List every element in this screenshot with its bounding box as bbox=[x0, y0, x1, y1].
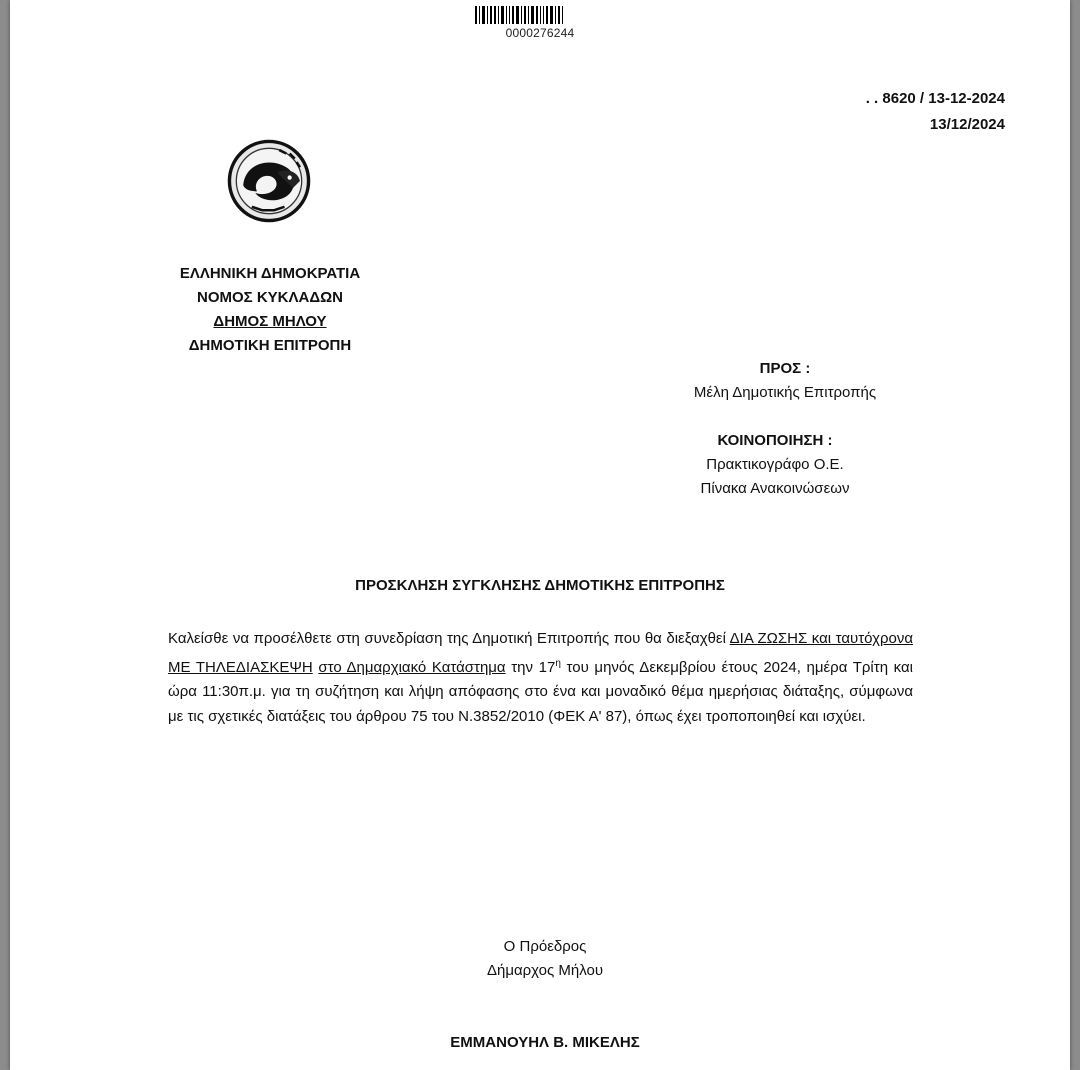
header-prefecture: ΝΟΜΟΣ ΚΥΚΛΑΔΩΝ bbox=[197, 289, 343, 306]
document-page bbox=[10, 0, 1070, 1070]
body-mode: ΔΙΑ ΖΩΣΗΣ και ταυτόχρονα ΜΕ ΤΗΛΕΔΙΑΣΚΕΨΗ bbox=[168, 630, 913, 676]
barcode-bar bbox=[512, 6, 514, 24]
barcode-bar bbox=[482, 6, 485, 24]
barcode-bar bbox=[501, 6, 504, 24]
cc-label: ΚΟΙΝΟΠΟΙΗΣΗ : bbox=[717, 432, 833, 449]
barcode-bar bbox=[490, 6, 492, 24]
barcode-bar bbox=[516, 6, 519, 24]
invitation-body bbox=[168, 627, 913, 729]
header-municipality: ΔΗΜΟΣ ΜΗΛΟΥ bbox=[213, 313, 327, 330]
barcode-bar bbox=[531, 6, 534, 24]
body-superscript: η bbox=[555, 657, 561, 669]
barcode-bar bbox=[509, 6, 510, 24]
body-location: στο Δημαρχιακό Κατάστημα bbox=[318, 658, 506, 676]
barcode-bar bbox=[528, 6, 529, 24]
barcode-bar bbox=[494, 6, 496, 24]
signature-name: ΕΜΜΑΝΟΥΗΛ Β. ΜΙΚΕΛΗΣ bbox=[450, 1034, 640, 1051]
municipality-seal-icon bbox=[226, 138, 312, 224]
barcode-bar bbox=[555, 6, 556, 24]
to-recipient: Μέλη Δημοτικής Επιτροπής bbox=[693, 384, 877, 401]
protocol-number: . . 8620 / 13-12-2024 bbox=[865, 90, 1005, 107]
barcode-bar bbox=[487, 6, 488, 24]
signature-role: Ο Πρόεδρος bbox=[503, 938, 587, 955]
barcode bbox=[475, 6, 565, 24]
barcode-bar bbox=[562, 6, 563, 24]
header-republic: ΕΛΛΗΝΙΚΗ ΔΗΜΟΚΡΑΤΙΑ bbox=[179, 265, 361, 282]
body-text-2: την 17 bbox=[505, 658, 556, 676]
barcode-bar bbox=[521, 6, 522, 24]
barcode-number: 0000276244 bbox=[505, 26, 575, 40]
barcode-bar bbox=[479, 6, 480, 24]
body-text-1: Καλείσθε να προσέλθετε στη συνεδρίαση της Δημοτική Επιτροπής που θα διεξαχθεί bbox=[168, 630, 730, 647]
header-committee: ΔΗΜΟΤΙΚΗ ΕΠΙΤΡΟΠΗ bbox=[188, 337, 352, 354]
barcode-bar bbox=[540, 6, 541, 24]
body-text-3: του μηνός Δεκεμβρίου έτους 2024, ημέρα Τρίτη και ώρα 11:30π.μ. για τη συζήτηση και λήψη απόφασης στο ένα και μοναδικό θέμα ημερήσιας διάταξης, σύμφωνα με τις σχετικές διατάξεις του άρθρου 75 του Ν.3852/2010 (ΦΕΚ Α' 87), όπως έχει τροποποιηθεί και ισχύει. bbox=[168, 658, 913, 725]
cc-recipient-1: Πρακτικογράφο Ο.Ε. bbox=[706, 456, 844, 473]
signature-title: Δήμαρχος Μήλου bbox=[486, 962, 604, 979]
barcode-bar bbox=[475, 6, 477, 24]
document-date: 13/12/2024 bbox=[929, 116, 1005, 133]
barcode-bar bbox=[558, 6, 560, 24]
to-label: ΠΡΟΣ : bbox=[759, 360, 811, 377]
document-title: ΠΡΟΣΚΛΗΣΗ ΣΥΓΚΛΗΣΗΣ ΔΗΜΟΤΙΚΗΣ ΕΠΙΤΡΟΠΗΣ bbox=[355, 577, 725, 594]
barcode-bar bbox=[546, 6, 548, 24]
barcode-bar bbox=[506, 6, 507, 24]
barcode-bar bbox=[536, 6, 538, 24]
barcode-bar bbox=[498, 6, 499, 24]
barcode-bar bbox=[524, 6, 526, 24]
cc-recipient-2: Πίνακα Ανακοινώσεων bbox=[700, 480, 850, 497]
barcode-bar bbox=[550, 6, 553, 24]
barcode-bar bbox=[543, 6, 544, 24]
